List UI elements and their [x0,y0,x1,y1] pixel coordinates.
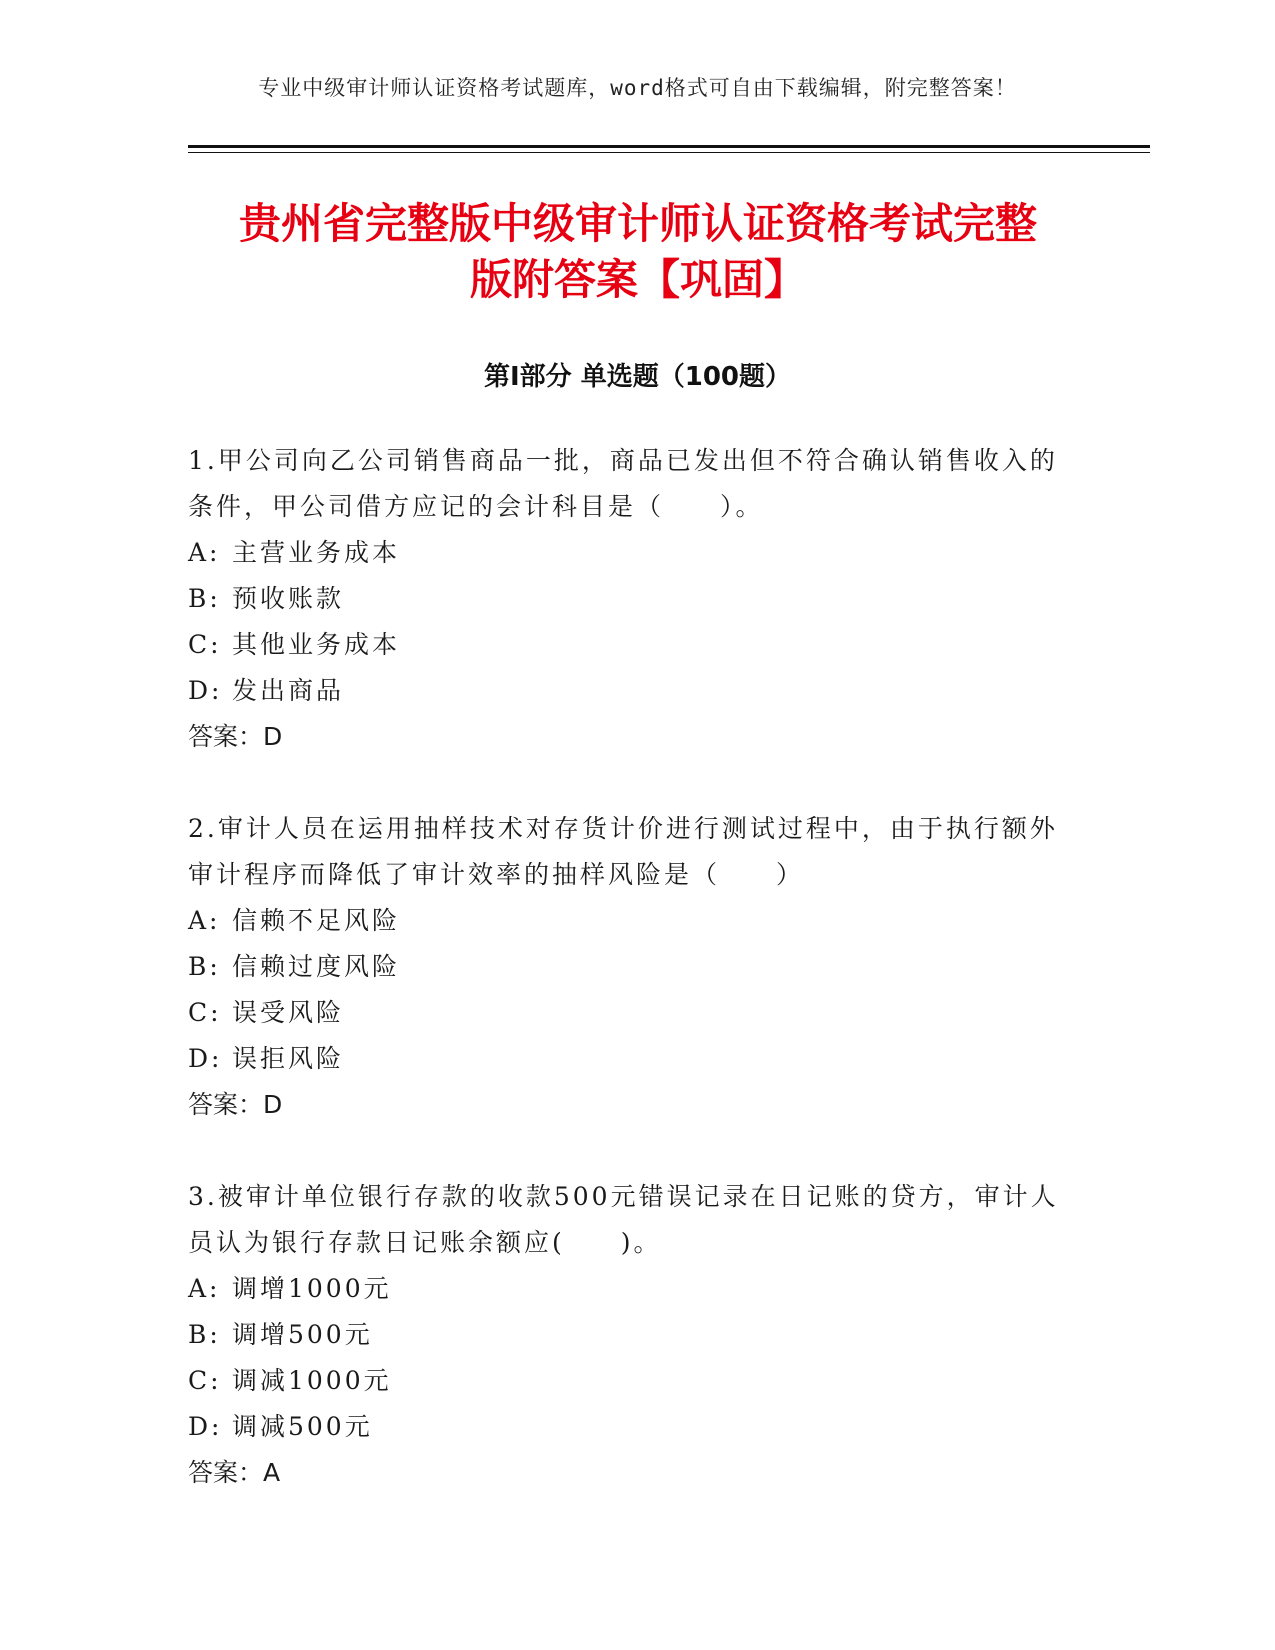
option-text: 主营业务成本 [232,538,401,567]
option-text: 信赖过度风险 [232,952,401,981]
option-key: B: [188,952,221,981]
option-key: A: [188,1274,221,1303]
option-key: C: [188,630,222,659]
option-a [188,1266,1068,1312]
question-stem: 3.被审计单位银行存款的收款500元错误记录在日记账的贷方，审计人员认为银行存款日记账余额应( )。 [188,1182,1059,1257]
option-key: B: [188,584,221,613]
document-title-line-2: 版附答案【巩固】 [469,255,806,304]
option-key: A: [188,906,221,935]
option-c [188,622,1068,668]
option-text: 误受风险 [232,998,345,1027]
document-title [188,196,1088,308]
option-text: 误拒风险 [232,1044,345,1073]
question-1 [188,438,1068,760]
option-text: 调减500元 [232,1412,373,1441]
answer-line: 答案：A [188,1458,281,1487]
option-b [188,944,1068,990]
question-list [188,438,1068,1542]
section-heading: 第Ⅰ部分 单选题（100题） [484,362,791,392]
option-b [188,1312,1068,1358]
question-stem: 2.审计人员在运用抽样技术对存货计价进行测试过程中，由于执行额外审计程序而降低了审计效率的抽样风险是（ ） [188,814,1058,889]
option-key: D: [188,676,223,705]
document-title-line-1: 贵州省完整版中级审计师认证资格考试完整 [238,199,1037,248]
option-key: B: [188,1320,221,1349]
option-key: A: [188,538,221,567]
option-d [188,668,1068,714]
option-a [188,530,1068,576]
option-key: D: [188,1412,223,1441]
header-divider-thick [188,145,1150,148]
question-3 [188,1174,1068,1496]
option-a [188,898,1068,944]
option-c [188,990,1068,1036]
question-stem: 1.甲公司向乙公司销售商品一批，商品已发出但不符合确认销售收入的条件，甲公司借方应记的会计科目是（ ）。 [188,446,1058,521]
option-key: C: [188,1366,222,1395]
option-text: 调减1000元 [232,1366,392,1395]
option-key: C: [188,998,222,1027]
answer-line: 答案：D [188,722,283,751]
option-text: 信赖不足风险 [232,906,401,935]
header-divider-thin [188,152,1150,153]
option-text: 调增1000元 [232,1274,392,1303]
question-2 [188,806,1068,1128]
option-b [188,576,1068,622]
option-text: 发出商品 [232,676,345,705]
option-d [188,1404,1068,1450]
option-text: 预收账款 [232,584,345,613]
option-key: D: [188,1044,223,1073]
option-c [188,1358,1068,1404]
option-text: 其他业务成本 [232,630,401,659]
answer-line: 答案：D [188,1090,283,1119]
option-d [188,1036,1068,1082]
option-text: 调增500元 [232,1320,373,1349]
header-note: 专业中级审计师认证资格考试题库，word格式可自由下载编辑，附完整答案！ [258,76,1017,100]
